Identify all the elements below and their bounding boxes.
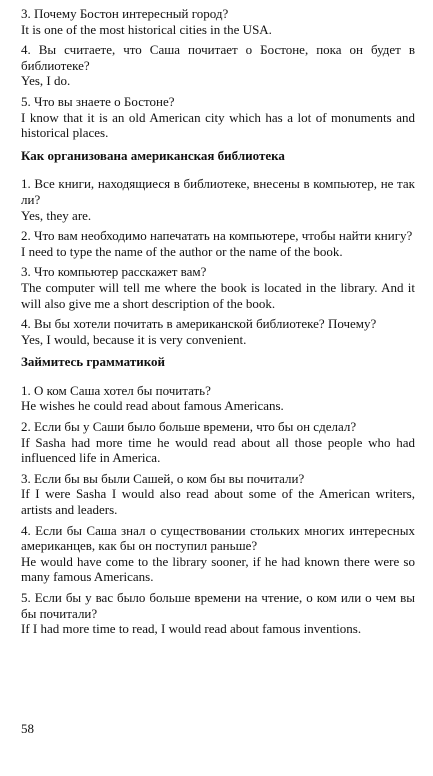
question: 3. Если бы вы были Сашей, о ком бы вы почитали? [21, 470, 305, 486]
question: 5. Что вы знаете о Бостоне? [21, 93, 175, 109]
section-heading: Займитесь грамматикой [21, 354, 166, 370]
answer: Yes, I do. [21, 73, 71, 89]
section-grammar [21, 354, 415, 637]
question: 3. Что компьютер расскажет вам? [21, 264, 207, 280]
question: 1. Все книги, находящиеся в библиотеке, внесены в компьютер, не так ли? [21, 176, 415, 207]
answer: The computer will tell me where the book is located in the library. And it will also give me a short description of the book. [21, 279, 415, 311]
section-heading: Как организована американская библиотека [21, 147, 285, 163]
answer: Yes, they are. [21, 207, 92, 223]
section-library [21, 148, 415, 348]
question: 4. Вы считаете, что Саша почитает о Бостоне, пока он будет в библиотеке? [21, 42, 415, 73]
answer: If Sasha had more time he would read about all those people who had influenced life in America. [21, 434, 415, 466]
answer: Yes, I would, because it is very convenient. [21, 331, 247, 347]
answer: He would have come to the library sooner, if he had known there were so many famous Americans. [21, 553, 415, 585]
question: 2. Если бы у Саши было больше времени, что бы он сделал? [21, 419, 357, 435]
question: 2. Что вам необходимо напечатать на компьютере, чтобы найти книгу? [21, 228, 413, 244]
answer: He wishes he could read about famous Americans. [21, 398, 284, 414]
question: 1. О ком Саша хотел бы почитать? [21, 382, 211, 398]
page-number: 58 [21, 721, 34, 736]
question: 3. Почему Бостон интересный город? [21, 6, 229, 21]
question: 5. Если бы у вас было больше времени на чтение, о ком или о чем вы бы почитали? [21, 590, 415, 621]
answer: It is one of the most historical cities in the USA. [21, 21, 272, 37]
question: 4. Если бы Саша знал о существовании стольких многих интересных американцев, как бы он поступил раньше? [21, 522, 415, 554]
answer: I know that it is an old American city which has a lot of monuments and historical places. [21, 109, 415, 141]
section-boston [21, 6, 415, 141]
answer: I need to type the name of the author or the name of the book. [21, 243, 343, 259]
question: 4. Вы бы хотели почитать в американской библиотеке? Почему? [21, 316, 377, 332]
answer: If I were Sasha I would also read about some of the American writers, artists and leaders. [21, 486, 415, 518]
answer: If I had more time to read, I would read about famous inventions. [21, 621, 362, 637]
